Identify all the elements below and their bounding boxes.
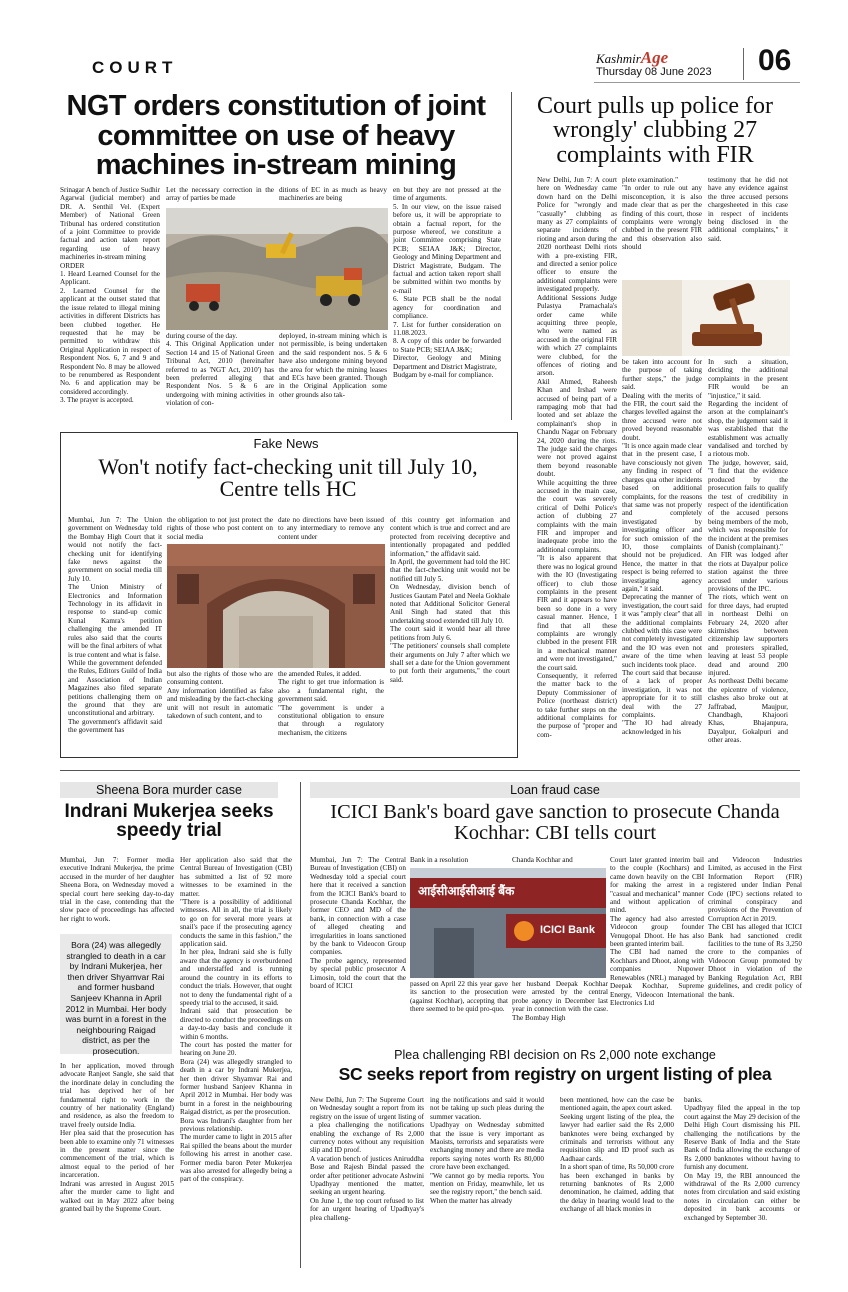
masthead-date: Thursday 08 June 2023 bbox=[596, 66, 712, 78]
story5-col1: Mumbai, Jun 7: The Central Bureau of Investigation (CBI) on Wednesday told a special court here that it received a sanction from the ICICI Bank's board to prosecute Chanda Kochhar, the former CEO and MD of the bank, in connection with a case of alleged cheating and irregularities in loans sanctioned by the bank to Videocon Group companies. The probe agency, represented by special public prosecutor A Limosin, told the court that the board of ICICI bbox=[310, 856, 406, 991]
story1-col3-bottom: deployed, in-stream mining which is not permissible, is being undertaken and the said respondent nos. 5 & 6 have also undergone mining beyond the area for which the mining leases and ECs have been granted. Though in the Original Application some other grounds also tak- bbox=[279, 332, 389, 399]
masthead-divider bbox=[743, 48, 744, 80]
story5-col2-top: Bank in a resolution bbox=[410, 856, 469, 864]
story5-kicker: Loan fraud case bbox=[310, 782, 800, 798]
building-photo bbox=[167, 544, 385, 668]
story4-col1-top: Mumbai, Jun 7: Former media executive Indrani Mukerjea, the prime accused in the murder of her daughter Sheena Bora, on Wednesday moved a special court here seeking day-to-day trial in the case, contending that the slow pace of proceedings has affected her right to work. bbox=[60, 856, 176, 923]
mining-scene-image bbox=[166, 208, 388, 330]
story2-col2-top: plete examination." "In order to rule out any misconception, it is also made clear that as per the finding of this court, those complaints were wrongly clubbed in the present FIR and this observation also should bbox=[622, 176, 702, 252]
story3-col2-top: the obligation to not just protect the rights of those who post content on social media bbox=[167, 516, 275, 541]
gavel-image bbox=[622, 280, 790, 356]
story2-col3-top: testimony that he did not have any evidence against the three accused persons chargesheeted in this case in respect of incidents being disclosed in the additional complaints," it said. bbox=[708, 176, 790, 243]
story3-col3-bottom: the amended Rules, it added. The right to get true information is also a fundamental right, the government said. "The government is under a constitutional obligation to ensure that through a regulatory mechanism, the citizens bbox=[278, 670, 384, 737]
story3-kicker: Fake News bbox=[253, 436, 319, 451]
story1-col4: en but they are not pressed at the time of arguments. 5. In our view, on the issue raised before us, it will be appropriate to obtain a factual report, for the purpose whereof, we constitute a joint Committee comprising State PCB; SEIAA J&K; Director, Geology and Mining Department and District Magistrate, Budgam. The factual and action taken report shall be submitted within two months by e-mail 6. State PCB shall be the nodal agency for coordination and compliance. 7. List for further consideration on 11.08.2023. 8. A copy of this order be forwarded to State PCB; SEIAA J&K; Director, Geology and Mining Department and District Magistrate, Budgam by e-mail for compliance. bbox=[393, 186, 501, 379]
story1-headline: NGT orders constitution of joint committee on use of heavy machines in-stream mining bbox=[66, 90, 486, 182]
icici-sign-hindi: आईसीआईसीआई बैंक bbox=[418, 884, 515, 898]
building-image bbox=[167, 544, 385, 668]
paper-name-age: Age bbox=[640, 48, 669, 67]
paper-name-kashmir: Kashmir bbox=[596, 51, 641, 66]
story1-col2-top: Let the necessary correction in the array of parties be made bbox=[166, 186, 276, 203]
story5-headline: ICICI Bank's board gave sanction to prosecute Chanda Kochhar: CBI tells court bbox=[330, 801, 780, 844]
story1-col3-top: ditions of EC in as much as heavy machineries are being bbox=[279, 186, 389, 203]
story3-col3-top: date no directions have been issued to any intermediary to remove any content under bbox=[278, 516, 386, 541]
story5-col5: and Videocon Industries Limited, as accused in the First Information Report (FIR) registered under Indian Penal Code (IPC) sections related to criminal conspiracy and provisions of the Prevention of Corruption Act in 2019. The CBI has alleged that ICICI Bank had sanctioned credit facilities to the tune of Rs 3,250 crore to the companies of Videocon Group promoted by Dhoot in violation of the Banking Regulation Act, RBI guidelines, and credit policy of the bank. bbox=[708, 856, 802, 999]
story3-col1: Mumbai, Jun 7: The Union government on Wednesday told the Bombay High Court that it would not notify the fact-checking unit for identifying fake news against the government on social media till July 10. The Union Ministry of Electronics and Information Technology in its affidavit in response to stand-up comic Kunal Kamra's petition challenging the amended IT rules also said that the courts will be the final arbiters of what is true content and what is false. While the government defended the Rules, Editors Guild of India and Association of Indian Magazines also filed separate petitions challenging them on the ground that they are unconstitutional and arbitrary. The government's affidavit said the government has bbox=[68, 516, 162, 735]
masthead-rule bbox=[594, 82, 800, 83]
story5-col3-bottom: her husband Deepak Kochhar were arrested by the central probe agency in December last year in connection with the case. The Bombay High bbox=[512, 980, 610, 1022]
story5-col2-bottom: passed on April 22 this year gave its sanction to the prosecution (against Kochhar), accepting that there seemed to be quid pro-quo. bbox=[410, 980, 510, 1014]
story2-col1: New Delhi, Jun 7: A court here on Wednesday came down hard on the Delhi Police for "wrongly and "casually" clubbing as many as 27 complaints of separate incidents of rioting and arson during the 2020 northeast Delhi riots with a pre-existing FIR, and directed a senior police officer to ensure the additional complaints were investigated properly. Additional Sessions Judge Pulastya Pramachala's order came while acquitting three people, who were named as accused in the original FIR with which 27 complaints were clubbed, for the offences of rioting and arson. Akil Ahmed, Raheesh Khan and Irshad were accused of being part of a rampaging mob that had looted and set ablaze the complainant's shop in Chandu Nagar on February 24, 2020 during the riots. The judge said the charges were not proved against them beyond reasonable doubt. While acquitting the three accused in the main case, the court was severely critical of Delhi Police's action of clubbing 27 complaints with the main FIR and improper and inadequate probe into the additional complaints. "It is also apparent that there was no logical ground with the IO (Investigating officer) to club those complaints in the present FIR and it appears to have been so done in a very casual manner. Hence, I find that all these complaints are wrongly clubbed in the present FIR in a mechanical manner and were not investigated," the court said. Consequently, it referred the matter back to the Deputy Commissioner of Police (northeast district) to take further steps on the additional complaints for the purpose of "proper and com- bbox=[537, 176, 617, 739]
mid-rule bbox=[60, 770, 800, 771]
section-label: COURT bbox=[92, 58, 178, 77]
story5-col3-top: Chanda Kochhar and bbox=[512, 856, 573, 864]
story6-col4: banks. Upadhyay filed the appeal in the top court against the May 29 decision of the Delhi High Court dismissing his PIL challenging the notifications by the Reserve Bank of India and the State Bank of India allowing the exchange of Rs 2,000 banknotes without having to furnish any document. On May 19, the RBI announced the withdrawal of the Rs 2,000 currency notes from circulation and said existing notes in circulation can either be deposited in bank accounts or exchanged by September 30. bbox=[684, 1096, 800, 1222]
lower-divider bbox=[300, 782, 301, 1268]
story6-headline: SC seeks report from registry on urgent listing of plea bbox=[338, 1064, 772, 1084]
icici-sign-english: ICICI Bank bbox=[540, 924, 596, 936]
mining-photo bbox=[166, 208, 388, 330]
masthead-logo bbox=[596, 48, 668, 68]
story4-col2: Her application also said that the Central Bureau of Investigation (CBI) has submitted a list of 92 more witnesses to be examined in the matter. "There is a possibility of additional witnesses. All in all, the trial is likely to go on for several more years at snail's pace if the prosecuting agency conducts the same in this fashion," the application said. In her plea, Indrani said she is fully aware that the agency is overburdened and understaffed and is running around the country in its efforts to conduct the trials. However, that ought not to deny the fundamental right of a speedy trial to the accused, it said. Indrani said that prosecution be directed to conduct the proceedings on a day-to-day basis and conclude it within 6 months. The court has posted the matter for hearing on June 20. Bora (24) was allegedly strangled to death in a car by Indrani Mukerjea, her then driver Shyamvar Rai and former husband Sanjeev Khanna in April 2012 in Mumbai. Her body was burnt in a forest in the neighbouring Raigad district, as per the prosecution. Bora was Indrani's daughter from her previous relationship. The murder came to light in 2015 after Rai spilled the beans about the murder following his arrest in another case. Former media baron Peter Mukerjea was also arrested for allegedly being a part of the conspiracy. bbox=[180, 856, 292, 1184]
story3-headline: Won't notify fact-checking unit till July 10, Centre tells HC bbox=[98, 454, 478, 502]
story4-kicker: Sheena Bora murder case bbox=[60, 782, 278, 798]
story6-col2: ing the notifications and said it would not be taking up such pleas during the summer vacation. Upadhyay on Wednesday submitted that the issue is very important as Maoists, terrorists and separatists were exchanging money and there are media reports saying notes worth Rs 80,000 crore have been exchanged. "We cannot go by media reports. You mention on Friday, meanwhile, let us see the registry report," the bench said. When the matter has already bbox=[430, 1096, 544, 1205]
story4-headline: Indrani Mukerjea seeks speedy trial bbox=[64, 801, 274, 842]
story2-col2-bottom: be taken into account for the purpose of taking further steps," the judge said. Dealing with the merits of the FIR, the court said the charges levelled against the three accused were not proved beyond reasonable doubt. "It is once again made clear that in the present case, I have consciously not given any finding in respect of charges qua other incidents based on additional complaints, for the reasons that same was not properly and completely investigated by investigating officer and for such omission of the IO, those complaints should not be prejudiced. Hence, the matter in that respect is being referred to investigating agency again," it said. Deprecating the manner of investigation, the court said it was "amply clear" that all the additional complaints clubbed with this case were not completely investigated and the IO was even not aware of the time when such incidents took place. The court said that because of a lack of proper investigation, it was not appropriate for it to still deal with the 27 complaints. "The IO had already acknowledged in his bbox=[622, 358, 702, 736]
column-divider bbox=[511, 92, 512, 420]
story1-col2-bottom: during course of the day. 4. This Original Application under Section 14 and 15 of National Green Tribunal Act, 2010 (hereinafter referred to as 'NGT Act, 2010') has been preferred alleging that Respondent Nos. 5 & 6 are undergoing with mining activities in violation of con- bbox=[166, 332, 274, 408]
story4-col1-bottom: In her application, moved through advocate Ranjeet Sangle, she said that the inordinate delay in concluding the trial has deprived her of her fundamental right to work in the country of her nationality (England) and residence, as also the freedom to travel freely outside India. Her plea said that the prosecution has been able to examine only 71 witnesses in the present matter since the commencement of the trial, which is almost equal to the period of her incarceration. Indrani was arrested in August 2015 after the murder came to light and walked out in May 2022 after being granted bail by the Supreme Court. bbox=[60, 1062, 174, 1213]
story2-headline: Court pulls up police for wrongly' clubbing 27 complaints with FIR bbox=[537, 93, 773, 168]
story2-col3-bottom: In such a situation, deciding the additional complaints in the present FIR would be an "injustice," it said. Regarding the incident of arson at the complainant's shop, the judgement said it was established that the establishment was actually vandalised and torched by a riotous mob. The judge, however, said, "I find that the evidence produced by the prosecution fails to qualify the test of credibility in respect of the identification of the accused persons being members of the mob, which was responsible for the incident at the premises of Danish (complainant)." An FIR was lodged after the riots at Dayalpur police station against the three accused under various provisions of the IPC. The riots, which went on for three days, had erupted in northeast Delhi on February 24, 2020 after skirmishes between citizenship law supporters and protesters spiralled, leaving at least 53 people dead and around 200 injured. As northeast Delhi became the epicentre of violence, clashes also broke out at Jaffrabad, Maujpur, Chandbagh, Khajoori Khas, Bhajanpura, Dayalpur, Gokalpuri and other areas. bbox=[708, 358, 788, 745]
story4-pull-quote: Bora (24) was allegedly strangled to death in a car by Indrani Mukerjea, her then driver Shyamvar Rai and former husband Sanjeev Khanna in April 2012 in Mumbai. Her body was burnt in a forest in the neighbouring Raigad district, as per the prosecution. bbox=[60, 934, 172, 1054]
story5-col4: Court later granted interim bail to the couple (Kochhars) and came down heavily on the CBI for making the arrest in a "casual and mechanical" manner and without application of mind. The agency had also arrested Videocon group founder Venugopal Dhoot. He has also been granted interim bail. The CBI had named the Kochhars and Dhoot, along with companies Nupower Renewables (NRL) managed by Deepak Kochhar, Supreme Energy, Videocon International Electronics Ltd bbox=[610, 856, 704, 1007]
icici-photo bbox=[410, 868, 606, 978]
story6-kicker: Plea challenging RBI decision on Rs 2,000 note exchange bbox=[394, 1048, 716, 1062]
story3-col2-bottom: but also the rights of those who are consuming content. Any information identified as false and misleading by the fact-checking unit will not result in automatic takedown of such content, and to bbox=[167, 670, 273, 721]
story1-col1: Srinagar A bench of Justice Sudhir Agarwal (judicial member) and DR. A. Senthil Vel. (Expert Member) of National Green Tribunal has ordered constitution of a joint Committee to provide factual and action taken report regarding use of heavy machineries in-stream mining ORDER 1. Heard Learned Counsel for the Applicant. 2. Learned Counsel for the applicant at the outset stated that the issue related to illegal mining activities in different Districts has been clubbed together. He requested that he may be permitted to withdraw this Original Application in respect of Respondent Nos. 6, 7 and 9 and Respondent No. 8 may be allowed to be renumbered as Respondent No. 6 and application may be considered accordingly. 3. The prayer is accepted. bbox=[60, 186, 160, 405]
page-number: 06 bbox=[758, 44, 792, 77]
story6-col1: New Delhi, Jun 7: The Supreme Court on Wednesday sought a report from its registry on the issue of urgent listing of a plea challenging the notifications enabling the exchange of Rs 2,000 currency notes without any requisition slip and ID proof. A vacation bench of justices Aniruddha Bose and Rajesh Bindal passed the order after petitioner advocate Ashwini Upadhyay mentioned the matter, seeking an urgent hearing. On June 1, the top court refused to list for an urgent hearing of Upadhyay's plea challeng- bbox=[310, 1096, 424, 1222]
gavel-photo bbox=[622, 280, 790, 356]
story3-col4: of this country get information and content which is true and correct and are protected from receiving deceptive and intentionally propagated and peddled information," the affidavit said. In April, the government had told the HC that the fact-checking unit would not be notified till July 5. On Wednesday, division bench of Justices Gautam Patel and Neela Gokhale noted that Additional Solicitor General Anil Singh had stated that this undertaking stood extended till July 10. The court said it would hear all three petitions from July 6. "The petitioners' counsels shall complete their arguments on July 7 after which we shall set a date for the Union government to put forth their arguments," the court said. bbox=[390, 516, 510, 684]
story6-col3: been mentioned, how can the case be mentioned again, the apex court asked. Seeking urgent listing of the plea, the lawyer had earlier said the Rs 2,000 banknotes were being exchanged by criminals and terrorists without any requisition slip and ID proof such as Aadhaar cards. In a short span of time, Rs 50,000 crore has been exchanged in banks by returning banknotes of Rs 2,000 denomination, he claimed, adding that the delay in hearing would lead to the exchange of all black monies in bbox=[560, 1096, 674, 1214]
